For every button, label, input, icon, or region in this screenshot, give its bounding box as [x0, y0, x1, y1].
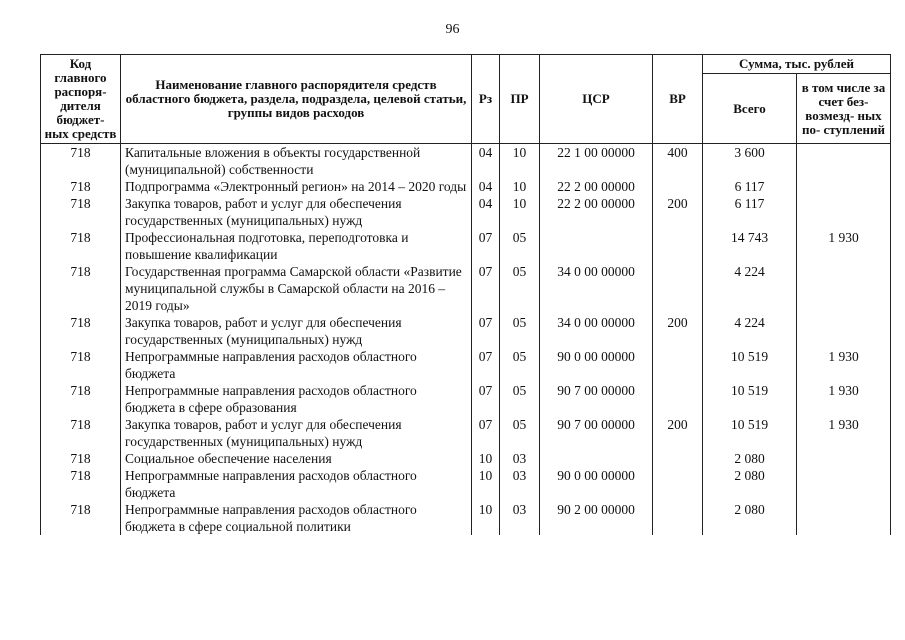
cell-rz: 07 [472, 348, 500, 382]
cell-rz: 10 [472, 501, 500, 535]
cell-pr: 03 [500, 450, 540, 467]
cell-csr: 22 2 00 00000 [540, 195, 653, 229]
header-code: Код главного распоря- дителя бюджет- ных средств [41, 55, 121, 144]
cell-rz: 04 [472, 178, 500, 195]
cell-total: 10 519 [703, 416, 797, 450]
cell-code: 718 [41, 314, 121, 348]
table-row [41, 348, 891, 382]
cell-name: Государственная программа Самарской области «Развитие муниципальной службы в Самарской области на 2016 – 2019 годы» [121, 263, 472, 314]
cell-csr: 22 2 00 00000 [540, 178, 653, 195]
budget-table [40, 54, 891, 535]
cell-total: 10 519 [703, 382, 797, 416]
cell-code: 718 [41, 501, 121, 535]
cell-grat [797, 263, 891, 314]
cell-grat: 1 930 [797, 348, 891, 382]
cell-total: 3 600 [703, 144, 797, 179]
cell-rz: 07 [472, 382, 500, 416]
cell-csr: 34 0 00 00000 [540, 314, 653, 348]
cell-code: 718 [41, 382, 121, 416]
cell-total: 10 519 [703, 348, 797, 382]
cell-csr: 90 0 00 00000 [540, 467, 653, 501]
cell-code: 718 [41, 348, 121, 382]
cell-grat [797, 467, 891, 501]
table-row [41, 501, 891, 535]
table-row [41, 263, 891, 314]
cell-csr: 90 0 00 00000 [540, 348, 653, 382]
cell-rz: 10 [472, 467, 500, 501]
cell-grat [797, 314, 891, 348]
cell-pr: 05 [500, 314, 540, 348]
header-csr: ЦСР [540, 55, 653, 144]
cell-name: Непрограммные направления расходов областного бюджета в сфере социальной политики [121, 501, 472, 535]
cell-csr [540, 450, 653, 467]
cell-vr [653, 450, 703, 467]
header-rz: Рз [472, 55, 500, 144]
cell-name: Непрограммные направления расходов областного бюджета [121, 348, 472, 382]
cell-rz: 04 [472, 144, 500, 179]
cell-grat: 1 930 [797, 229, 891, 263]
cell-name: Закупка товаров, работ и услуг для обеспечения государственных (муниципальных) нужд [121, 416, 472, 450]
cell-rz: 10 [472, 450, 500, 467]
cell-code: 718 [41, 416, 121, 450]
cell-name: Непрограммные направления расходов областного бюджета [121, 467, 472, 501]
table-row [41, 416, 891, 450]
cell-total: 2 080 [703, 450, 797, 467]
cell-rz: 07 [472, 229, 500, 263]
cell-csr: 22 1 00 00000 [540, 144, 653, 179]
cell-total: 4 224 [703, 263, 797, 314]
table-row [41, 314, 891, 348]
page-number: 96 [445, 22, 460, 37]
cell-total: 2 080 [703, 467, 797, 501]
cell-total: 6 117 [703, 178, 797, 195]
cell-vr [653, 348, 703, 382]
table-row [41, 450, 891, 467]
cell-code: 718 [41, 195, 121, 229]
table-body [41, 144, 891, 536]
cell-pr: 03 [500, 501, 540, 535]
cell-grat: 1 930 [797, 416, 891, 450]
cell-total: 14 743 [703, 229, 797, 263]
cell-vr [653, 178, 703, 195]
cell-rz: 07 [472, 263, 500, 314]
table-row [41, 382, 891, 416]
cell-vr [653, 382, 703, 416]
header-pr: ПР [500, 55, 540, 144]
cell-code: 718 [41, 229, 121, 263]
cell-name: Закупка товаров, работ и услуг для обеспечения государственных (муниципальных) нужд [121, 314, 472, 348]
header-sum: Сумма, тыс. рублей [703, 55, 891, 74]
cell-total: 2 080 [703, 501, 797, 535]
header-name: Наименование главного распорядителя средств областного бюджета, раздела, подраздела, целевой статьи, группы видов расходов [121, 55, 472, 144]
cell-vr [653, 501, 703, 535]
cell-pr: 10 [500, 144, 540, 179]
cell-pr: 03 [500, 467, 540, 501]
cell-pr: 05 [500, 229, 540, 263]
cell-name: Социальное обеспечение населения [121, 450, 472, 467]
cell-rz: 07 [472, 314, 500, 348]
table-row [41, 195, 891, 229]
cell-total: 6 117 [703, 195, 797, 229]
table-row [41, 178, 891, 195]
cell-vr [653, 229, 703, 263]
cell-rz: 07 [472, 416, 500, 450]
cell-csr: 34 0 00 00000 [540, 263, 653, 314]
cell-grat: 1 930 [797, 382, 891, 416]
cell-csr: 90 7 00 00000 [540, 382, 653, 416]
cell-name: Профессиональная подготовка, переподготовка и повышение квалификации [121, 229, 472, 263]
cell-total: 4 224 [703, 314, 797, 348]
cell-code: 718 [41, 467, 121, 501]
cell-pr: 05 [500, 263, 540, 314]
cell-rz: 04 [472, 195, 500, 229]
cell-pr: 05 [500, 348, 540, 382]
cell-code: 718 [41, 144, 121, 179]
header-gratuitous: в том числе за счет без- возмезд- ных по- ступлений [797, 74, 891, 144]
cell-vr: 200 [653, 195, 703, 229]
table-row [41, 144, 891, 179]
cell-code: 718 [41, 178, 121, 195]
cell-vr: 200 [653, 416, 703, 450]
cell-code: 718 [41, 450, 121, 467]
cell-grat [797, 195, 891, 229]
table-row [41, 467, 891, 501]
cell-csr [540, 229, 653, 263]
cell-name: Капитальные вложения в объекты государственной (муниципальной) собственности [121, 144, 472, 179]
header-total: Всего [703, 74, 797, 144]
header-vr: ВР [653, 55, 703, 144]
cell-name: Закупка товаров, работ и услуг для обеспечения государственных (муниципальных) нужд [121, 195, 472, 229]
table-row [41, 229, 891, 263]
cell-grat [797, 450, 891, 467]
cell-vr [653, 263, 703, 314]
cell-grat [797, 178, 891, 195]
cell-vr: 200 [653, 314, 703, 348]
cell-name: Подпрограмма «Электронный регион» на 2014 – 2020 годы [121, 178, 472, 195]
cell-pr: 10 [500, 178, 540, 195]
cell-csr: 90 2 00 00000 [540, 501, 653, 535]
cell-pr: 05 [500, 416, 540, 450]
cell-name: Непрограммные направления расходов областного бюджета в сфере образования [121, 382, 472, 416]
cell-pr: 05 [500, 382, 540, 416]
cell-grat [797, 144, 891, 179]
cell-csr: 90 7 00 00000 [540, 416, 653, 450]
cell-vr [653, 467, 703, 501]
cell-pr: 10 [500, 195, 540, 229]
cell-vr: 400 [653, 144, 703, 179]
cell-grat [797, 501, 891, 535]
cell-code: 718 [41, 263, 121, 314]
